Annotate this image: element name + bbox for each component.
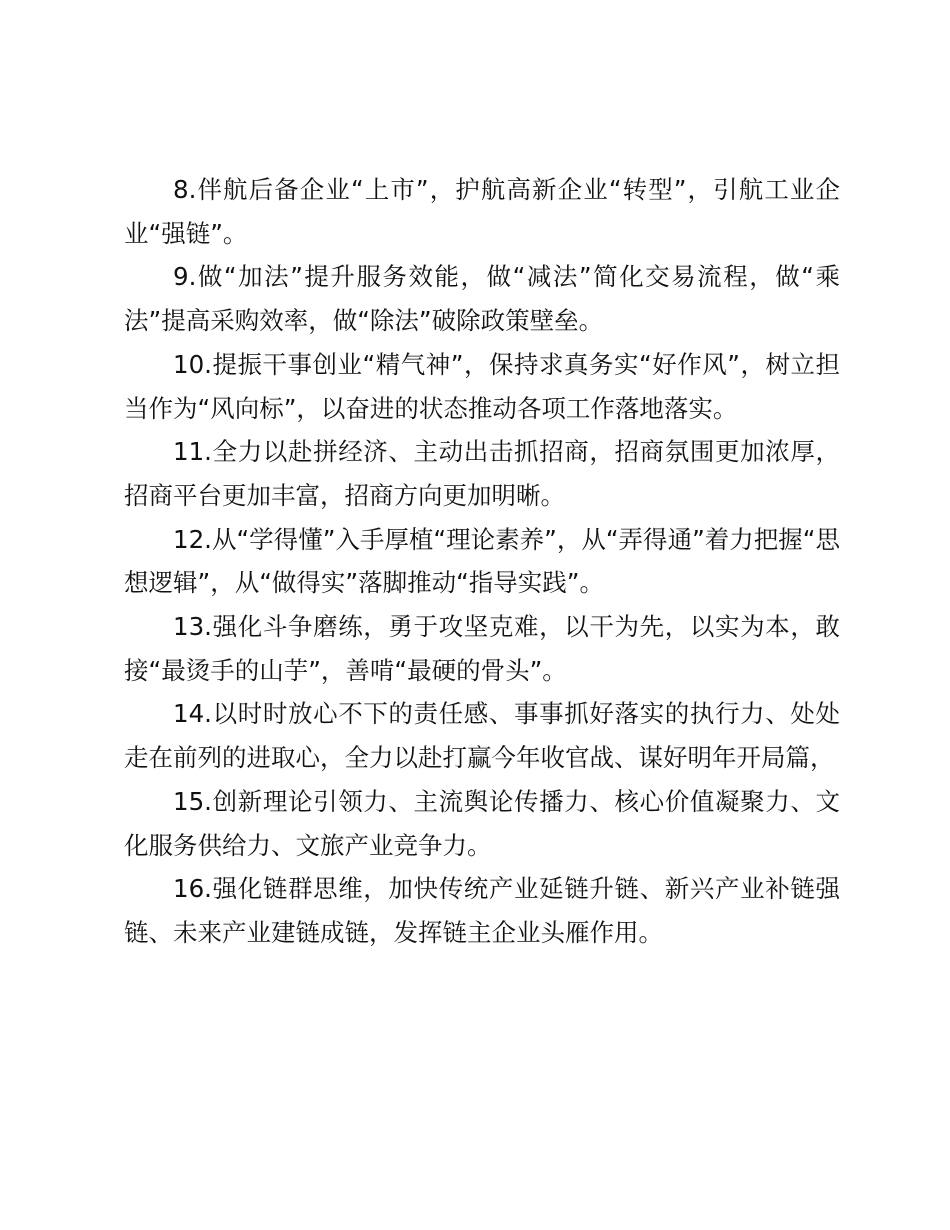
paragraph-item-9: 9.做“加法”提升服务效能，做“减法”简化交易流程，做“乘法”提高采购效率，做“除法”破除政策壁垒。 — [124, 262, 840, 336]
paragraph-item-16: 16.强化链群思维，加快传统产业延链升链、新兴产业补链强链、未来产业建链成链，发挥链主企业头雁作用。 — [124, 874, 840, 947]
paragraph-item-11: 11.全力以赴拼经济、主动出击抓招商，招商氛围更加浓厚，招商平台更加丰富，招商方向更加明晰。 — [124, 437, 840, 510]
paragraph-item-10: 10.提振干事创业“精气神”，保持求真务实“好作风”，树立担当作为“风向标”，以奋进的状态推动各项工作落地落实。 — [124, 349, 840, 423]
paragraph-item-13: 13.强化斗争磨练，勇于攻坚克难，以干为先，以实为本，敢接“最烫手的山芋”，善啃“最硬的骨头”。 — [124, 612, 840, 685]
paragraph-item-12: 12.从“学得懂”入手厚植“理论素养”，从“弄得通”着力把握“思想逻辑”，从“做得实”落脚推动“指导实践”。 — [124, 524, 840, 598]
paragraph-item-15: 15.创新理论引领力、主流舆论传播力、核心价值凝聚力、文化服务供给力、文旅产业竞争力。 — [124, 786, 840, 860]
paragraph-item-14: 14.以时时放心不下的责任感、事事抓好落实的执行力、处处走在前列的进取心，全力以赴打赢今年收官战、谋好明年开局篇， — [124, 699, 840, 773]
paragraph-item-8: 8.伴航后备企业“上市”，护航高新企业“转型”，引航工业企业“强链”。 — [124, 175, 840, 248]
document-body — [124, 168, 840, 955]
